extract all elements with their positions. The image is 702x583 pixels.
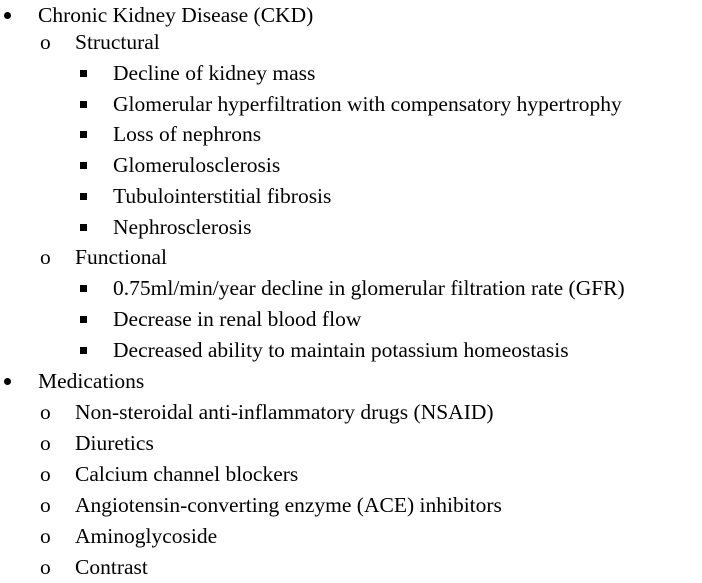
square-bullet-icon bbox=[80, 224, 87, 231]
square-bullet-icon bbox=[80, 316, 87, 323]
list-item-text: Glomerular hyperfiltration with compensatory hypertrophy bbox=[113, 92, 622, 116]
circle-bullet-icon: o bbox=[40, 431, 51, 455]
square-bullet-icon bbox=[80, 131, 87, 138]
disc-bullet-icon bbox=[4, 378, 11, 385]
square-bullet-icon bbox=[80, 101, 87, 108]
circle-bullet-icon: o bbox=[40, 493, 51, 517]
circle-bullet-icon: o bbox=[40, 400, 51, 424]
list-item-text: Decrease in renal blood flow bbox=[113, 307, 362, 331]
list-item-text: Calcium channel blockers bbox=[75, 462, 299, 486]
list-item-text: Medications bbox=[38, 369, 145, 393]
list-item-text: Diuretics bbox=[75, 431, 154, 455]
circle-bullet-icon: o bbox=[40, 555, 51, 579]
square-bullet-icon bbox=[80, 285, 87, 292]
circle-bullet-icon: o bbox=[40, 245, 51, 269]
circle-bullet-icon: o bbox=[40, 524, 51, 548]
disc-bullet-icon bbox=[4, 12, 11, 19]
list-item-text: Contrast bbox=[75, 555, 148, 579]
square-bullet-icon bbox=[80, 193, 87, 200]
list-item-text: Nephrosclerosis bbox=[113, 215, 252, 239]
circle-bullet-icon: o bbox=[40, 462, 51, 486]
list-item-text: Aminoglycoside bbox=[75, 524, 218, 548]
list-item-text: Non-steroidal anti-inflammatory drugs (NSAID) bbox=[75, 400, 494, 424]
square-bullet-icon bbox=[80, 347, 87, 354]
circle-bullet-icon: o bbox=[40, 30, 51, 54]
list-item-text: Decline of kidney mass bbox=[113, 61, 316, 85]
list-item-text: Angiotensin-converting enzyme (ACE) inhibitors bbox=[75, 493, 502, 517]
square-bullet-icon bbox=[80, 162, 87, 169]
list-item-text: Functional bbox=[75, 245, 167, 269]
list-item-text: Structural bbox=[75, 30, 160, 54]
list-item-text: Loss of nephrons bbox=[113, 122, 262, 146]
list-item-text: Chronic Kidney Disease (CKD) bbox=[38, 3, 314, 27]
list-item-text: Glomerulosclerosis bbox=[113, 153, 281, 177]
square-bullet-icon bbox=[80, 70, 87, 77]
list-item-text: 0.75ml/min/year decline in glomerular filtration rate (GFR) bbox=[113, 276, 625, 300]
list-item-text: Decreased ability to maintain potassium homeostasis bbox=[113, 338, 569, 362]
list-item-text: Tubulointerstitial fibrosis bbox=[113, 184, 332, 208]
